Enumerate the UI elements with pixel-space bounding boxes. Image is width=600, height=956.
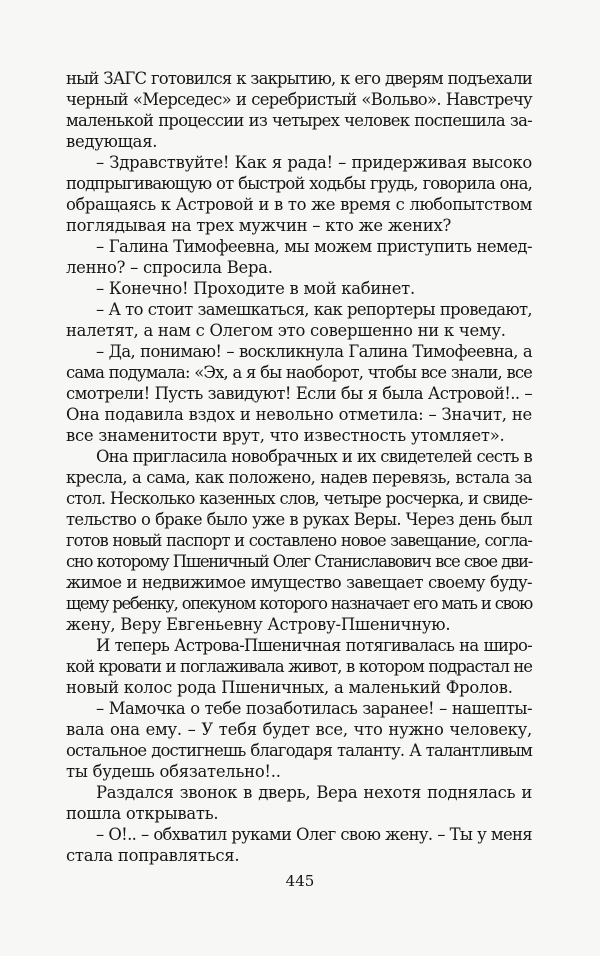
text-line: ты будешь обязательно!.. <box>66 762 281 781</box>
text-line: – Да, понимаю! – воскликнула Галина Тимофеевна, а <box>96 342 532 361</box>
page-number: 445 <box>285 872 315 890</box>
text-line: налетят, а нам с Олегом это совершенно ни к чему. <box>66 321 506 340</box>
text-line: сно которому Пшеничный Олег Станиславович все свое дви- <box>66 552 532 571</box>
text-line: черный «Мерседес» и серебристый «Вольво». Навстречу <box>66 90 532 109</box>
text-line: щему ребенку, опекуном которого назначает его мать и свою <box>66 594 532 613</box>
text-line: – О!.. – обхватил руками Олег свою жену. – Ты у меня <box>96 825 532 844</box>
text-line: поглядывая на трех мужчин – кто же жених? <box>66 216 451 235</box>
text-line: – Здравствуйте! Как я рада! – придерживая высоко <box>96 153 532 172</box>
text-line: сама подумала: «Эх, а я бы наоборот, чтобы все знали, все <box>66 363 532 382</box>
text-line: Раздался звонок в дверь, Вера нехотя поднялась и <box>96 783 532 802</box>
text-line: маленькой процессии из четырех человек поспешила за- <box>66 111 532 130</box>
text-line: кресла, а сама, как положено, надев перевязь, встала за <box>66 468 532 487</box>
text-line: кой кровати и поглаживала живот, в котором подрастал не <box>66 657 532 676</box>
text-line: Она пригласила новобрачных и их свидетелей сесть в <box>96 447 532 466</box>
text-line: готов новый паспорт и составлено новое завещание, согла- <box>66 531 532 550</box>
text-line: Она подавила вздох и невольно отметила: – Значит, не <box>66 405 532 424</box>
text-line: – Мамочка о тебе позаботилась заранее! – нашепты- <box>96 699 532 718</box>
text-line: смотрели! Пусть завидуют! Если бы я была Астровой!.. – <box>66 384 532 403</box>
text-line: стол. Несколько казенных слов, четыре росчерка, и свиде- <box>66 489 532 508</box>
text-line: пошла открывать. <box>66 804 219 823</box>
text-line: все знаменитости врут, что известность утомляет». <box>66 426 505 445</box>
text-line: остальное достигнешь благодаря таланту. А талантливым <box>66 741 532 760</box>
text-line: ный ЗАГС готовился к закрытию, к его дверям подъехали <box>66 69 532 88</box>
text-line: стала поправляться. <box>66 846 240 865</box>
text-line: ведующая. <box>66 132 158 151</box>
text-line: – Галина Тимофеевна, мы можем приступить немед- <box>96 237 532 256</box>
text-line: – Конечно! Проходите в мой кабинет. <box>96 279 415 298</box>
text-line: подпрыгивающую от быстрой ходьбы грудь, говорила она, <box>66 174 532 193</box>
text-line: И теперь Астрова-Пшеничная потягивалась на широ- <box>96 636 532 655</box>
text-line: ленно? – спросила Вера. <box>66 258 273 277</box>
page-text-block <box>66 68 532 866</box>
text-line: вала она ему. – У тебя будет все, что нужно человеку, <box>66 720 532 739</box>
text-line: – А то стоит замешкаться, как репортеры проведают, <box>96 300 532 319</box>
text-line: новый колос рода Пшеничных, а маленький Фролов. <box>66 678 513 697</box>
text-line: обращаясь к Астровой и в то же время с любопытством <box>66 195 532 214</box>
text-line: жимое и недвижимое имущество завещает своему буду- <box>66 573 532 592</box>
text-line: жену, Веру Евгеньевну Астрову-Пшеничную. <box>66 615 451 634</box>
text-line: тельство о браке было уже в руках Веры. Через день был <box>66 510 532 529</box>
